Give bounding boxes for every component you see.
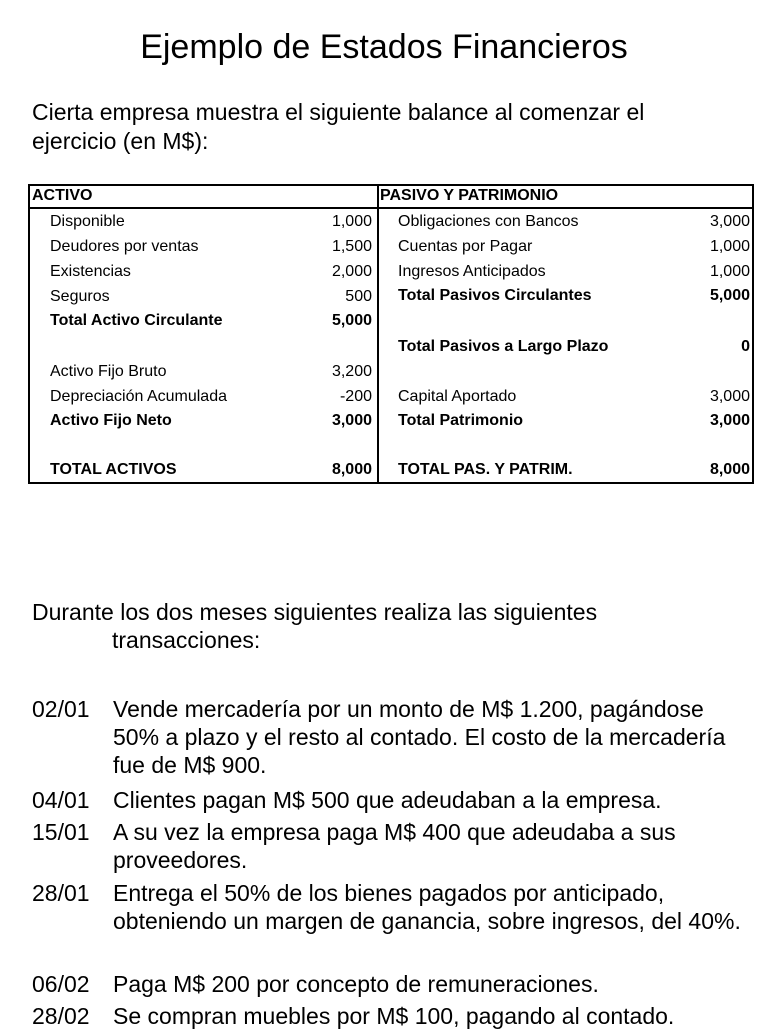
liability-row-total-circulantes [398, 285, 750, 307]
row-value: 1,000 [709, 238, 750, 255]
transaction-text: Entrega el 50% de los bienes pagados por anticipado, obteniendo un margen de ganancia, sobre ingresos, del 40%. [113, 880, 741, 934]
equity-row-total-pas-patrim [398, 459, 750, 481]
row-label: Obligaciones con Bancos [398, 213, 579, 230]
transaction-date: 28/01 [32, 880, 90, 906]
row-label: Existencias [50, 263, 131, 280]
column-divider [377, 186, 379, 482]
row-label: Cuentas por Pagar [398, 238, 533, 255]
transaction-date: 04/01 [32, 787, 90, 813]
asset-row-fijo-neto [50, 410, 372, 432]
liability-row-cuentas-por-pagar [398, 236, 750, 258]
transaction-date: 28/02 [32, 1003, 90, 1029]
transaction-text: Se compran muebles por M$ 100, pagando al contado. [113, 1003, 675, 1029]
transaction-text: Vende mercadería por un monto de M$ 1.200, pagándose 50% a plazo y el resto al contado. El costo de la mercadería fue de M$ 900. [113, 696, 726, 778]
row-value: 1,000 [709, 263, 750, 280]
row-label: Deudores por ventas [50, 238, 199, 255]
row-label: Ingresos Anticipados [398, 263, 546, 280]
transactions-intro-line2: transacciones: [112, 627, 261, 653]
asset-row-deudores [50, 236, 372, 258]
liability-row-bancos [398, 211, 750, 233]
transactions-intro-line1: Durante los dos meses siguientes realiza las siguientes [32, 599, 598, 625]
row-label: Capital Aportado [398, 388, 517, 405]
row-label: Seguros [50, 288, 110, 305]
transaction-text: Paga M$ 200 por concepto de remuneraciones. [113, 971, 599, 997]
assets-header: ACTIVO [32, 187, 93, 204]
row-value: 1,000 [331, 213, 372, 230]
row-value: 5,000 [331, 312, 372, 329]
equity-row-total-patrimonio [398, 410, 750, 432]
row-value: 3,000 [331, 412, 372, 429]
asset-row-disponible [50, 211, 372, 233]
liability-row-largo-plazo [398, 336, 750, 358]
row-value: 0 [741, 338, 750, 355]
row-value: -200 [339, 388, 372, 405]
equity-row-capital-aportado [398, 386, 750, 408]
row-value: 2,000 [331, 263, 372, 280]
row-label: Total Patrimonio [398, 412, 524, 429]
asset-row-fijo-bruto [50, 361, 372, 383]
page-title: Ejemplo de Estados Financieros [140, 28, 628, 66]
header-divider [30, 207, 752, 209]
transaction-date: 15/01 [32, 819, 90, 845]
transaction-date: 06/02 [32, 971, 90, 997]
row-label: Disponible [50, 213, 125, 230]
row-value: 500 [345, 288, 372, 305]
liabilities-header: PASIVO Y PATRIMONIO [380, 187, 559, 204]
row-label: Activo Fijo Neto [50, 412, 172, 429]
asset-row-depreciacion [50, 386, 372, 408]
row-value: 3,000 [709, 388, 750, 405]
transaction-date: 02/01 [32, 696, 90, 722]
row-value: 3,000 [709, 412, 750, 429]
balance-sheet-table [28, 184, 754, 484]
row-value: 1,500 [331, 238, 372, 255]
row-value: 3,200 [331, 363, 372, 380]
row-label: Total Activo Circulante [50, 312, 223, 329]
row-label: TOTAL ACTIVOS [50, 461, 177, 478]
transactions-intro [32, 598, 732, 654]
row-label: Total Pasivos Circulantes [398, 287, 592, 304]
row-label: Activo Fijo Bruto [50, 363, 167, 380]
row-value: 5,000 [709, 287, 750, 304]
transaction-text: Clientes pagan M$ 500 que adeudaban a la empresa. [113, 787, 662, 813]
asset-row-existencias [50, 261, 372, 283]
row-value: 8,000 [331, 461, 372, 478]
asset-row-total-activos [50, 459, 372, 481]
row-label: TOTAL PAS. Y PATRIM. [398, 461, 573, 478]
row-label: Depreciación Acumulada [50, 388, 227, 405]
transaction-text: A su vez la empresa paga M$ 400 que adeudaba a sus proveedores. [113, 819, 676, 873]
asset-row-total-circulante [50, 310, 372, 332]
asset-row-seguros [50, 286, 372, 308]
row-value: 3,000 [709, 213, 750, 230]
intro-paragraph: Cierta empresa muestra el siguiente balance al comenzar el ejercicio (en M$): [32, 99, 645, 154]
liability-row-ingresos-anticipados [398, 261, 750, 283]
row-label: Total Pasivos a Largo Plazo [398, 338, 609, 355]
row-value: 8,000 [709, 461, 750, 478]
